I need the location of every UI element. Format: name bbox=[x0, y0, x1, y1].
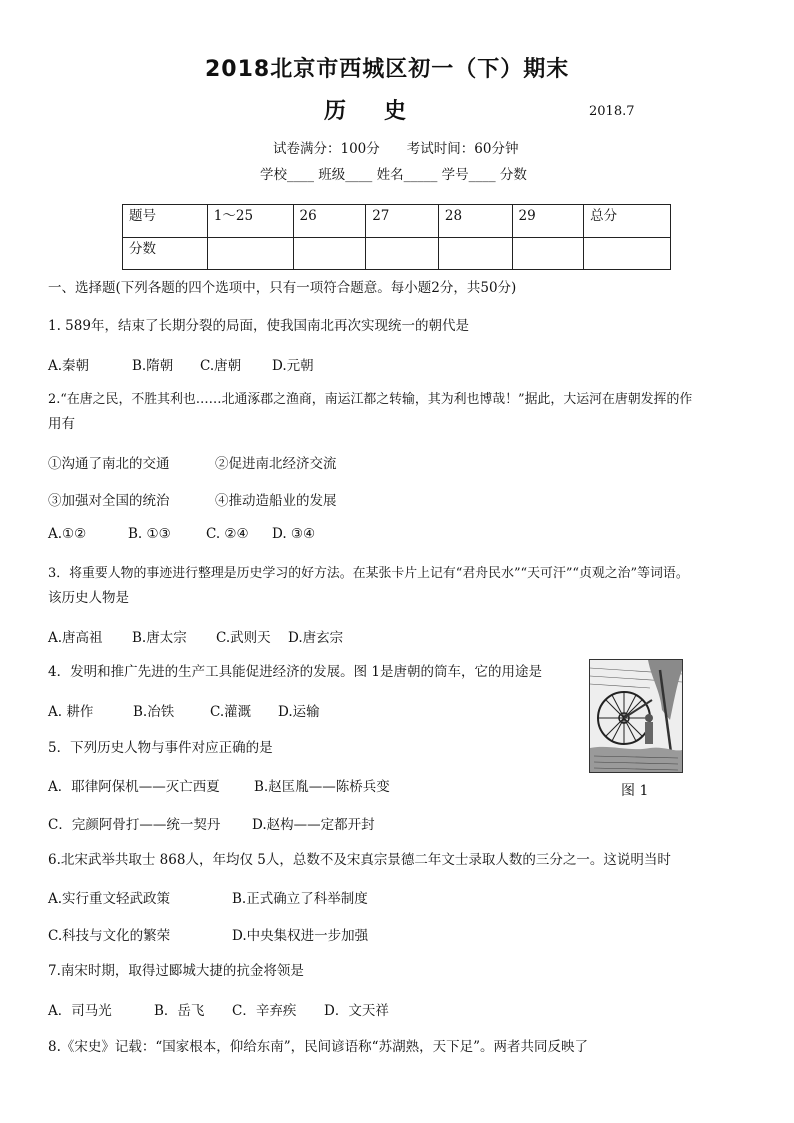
q6-option-b[interactable]: B.正式确立了科举制度 bbox=[232, 891, 368, 907]
q1-option-a[interactable]: A.秦朝 bbox=[48, 358, 90, 374]
q7-option-b[interactable]: B．岳飞 bbox=[154, 1003, 205, 1019]
question-6: 6.北宋武举共取士 868人，年均仅 5人，总数不及宋真宗景德二年文士录取人数的三分之一。这说明当时 bbox=[48, 852, 671, 868]
table-cell: 29 bbox=[512, 205, 584, 238]
score-cell[interactable] bbox=[438, 237, 512, 270]
q4-option-c[interactable]: C.灌溉 bbox=[210, 704, 252, 720]
score-cell[interactable] bbox=[512, 237, 584, 270]
score-cell[interactable] bbox=[584, 237, 671, 270]
q4-option-d[interactable]: D.运输 bbox=[278, 704, 320, 720]
q2-item-2: ②促进南北经济交流 bbox=[215, 456, 337, 472]
q2-item-3: ③加强对全国的统治 bbox=[48, 493, 170, 509]
q2-option-b[interactable]: B. ①③ bbox=[128, 526, 171, 542]
q5-option-b[interactable]: B.赵匡胤——陈桥兵变 bbox=[254, 779, 390, 795]
question-1: 1. 589年，结束了长期分裂的局面，使我国南北再次实现统一的朝代是 bbox=[48, 318, 469, 334]
score-cell[interactable] bbox=[366, 237, 439, 270]
q6-option-d[interactable]: D.中央集权进一步加强 bbox=[232, 928, 369, 944]
table-row bbox=[123, 237, 671, 270]
table-cell: 26 bbox=[293, 205, 366, 238]
q1-option-b[interactable]: B.隋朝 bbox=[132, 358, 174, 374]
q3-option-d[interactable]: D.唐玄宗 bbox=[288, 630, 344, 646]
question-2: 2.“在唐之民，不胜其利也……北通涿郡之渔商，南运江都之转输，其为利也博哉！”据此，大运河在唐朝发挥的作 bbox=[48, 392, 693, 407]
exam-date: 2018.7 bbox=[589, 104, 635, 119]
table-cell: 1～25 bbox=[207, 205, 293, 238]
q2-option-a[interactable]: A.①② bbox=[48, 526, 87, 542]
table-cell: 总分 bbox=[584, 205, 671, 238]
q4-option-a[interactable]: A. 耕作 bbox=[48, 704, 94, 720]
q7-option-a[interactable]: A．司马光 bbox=[48, 1003, 112, 1019]
figure-caption: 图 1 bbox=[621, 783, 649, 799]
score-cell[interactable] bbox=[207, 237, 293, 270]
question-4: 4．发明和推广先进的生产工具能促进经济的发展。图 1是唐朝的筒车，它的用途是 bbox=[48, 664, 542, 680]
q7-option-d[interactable]: D．文天祥 bbox=[324, 1003, 389, 1019]
q1-option-c[interactable]: C.唐朝 bbox=[200, 358, 242, 374]
q1-option-d[interactable]: D.元朝 bbox=[272, 358, 314, 374]
q2-option-d[interactable]: D. ③④ bbox=[272, 526, 316, 542]
table-cell: 28 bbox=[438, 205, 512, 238]
question-2-cont: 用有 bbox=[48, 416, 75, 432]
question-8: 8.《宋史》记载：“国家根本，仰给东南”，民间谚语称“苏湖熟，天下足”。两者共同反映了 bbox=[48, 1039, 588, 1055]
q2-item-1: ①沟通了南北的交通 bbox=[48, 456, 170, 472]
waterwheel-illustration-icon bbox=[589, 659, 683, 773]
page-title: 2018北京市西城区初一（下）期末 bbox=[205, 57, 570, 82]
question-5: 5．下列历史人物与事件对应正确的是 bbox=[48, 740, 273, 756]
question-3: 3．将重要人物的事迹进行整理是历史学习的好方法。在某张卡片上记有“君舟民水”“天可汗”“贞观之治”等词语。 bbox=[48, 566, 689, 581]
exam-info: 试卷满分：100分 考试时间：60分钟 bbox=[273, 141, 519, 157]
q5-option-d[interactable]: D.赵构——定都开封 bbox=[252, 817, 375, 833]
q2-option-c[interactable]: C. ②④ bbox=[206, 526, 249, 542]
table-cell: 题号 bbox=[123, 205, 208, 238]
subject-title: 历史 bbox=[324, 99, 445, 124]
score-table bbox=[122, 204, 671, 270]
q3-option-b[interactable]: B.唐太宗 bbox=[132, 630, 187, 646]
table-cell: 分数 bbox=[123, 237, 208, 270]
student-info: 学校____ 班级____ 姓名_____ 学号____ 分数 bbox=[260, 167, 527, 183]
q5-option-c[interactable]: C．完颜阿骨打——统一契丹 bbox=[48, 817, 221, 833]
score-cell[interactable] bbox=[293, 237, 366, 270]
q6-option-a[interactable]: A.实行重文轻武政策 bbox=[48, 891, 171, 907]
q6-option-c[interactable]: C.科技与文化的繁荣 bbox=[48, 928, 171, 944]
table-cell: 27 bbox=[366, 205, 439, 238]
section-heading: 一、选择题(下列各题的四个选项中，只有一项符合题意。每小题2分，共50分) bbox=[48, 280, 517, 296]
q4-option-b[interactable]: B.冶铁 bbox=[133, 704, 175, 720]
question-7: 7.南宋时期，取得过郾城大捷的抗金将领是 bbox=[48, 963, 304, 979]
q2-item-4: ④推动造船业的发展 bbox=[215, 493, 337, 509]
question-3-cont: 该历史人物是 bbox=[48, 590, 129, 606]
q5-option-a[interactable]: A．耶律阿保机——灭亡西夏 bbox=[48, 779, 220, 795]
table-row bbox=[123, 205, 671, 238]
q3-option-a[interactable]: A.唐高祖 bbox=[48, 630, 103, 646]
q7-option-c[interactable]: C．辛弃疾 bbox=[232, 1003, 297, 1019]
q3-option-c[interactable]: C.武则天 bbox=[216, 630, 271, 646]
